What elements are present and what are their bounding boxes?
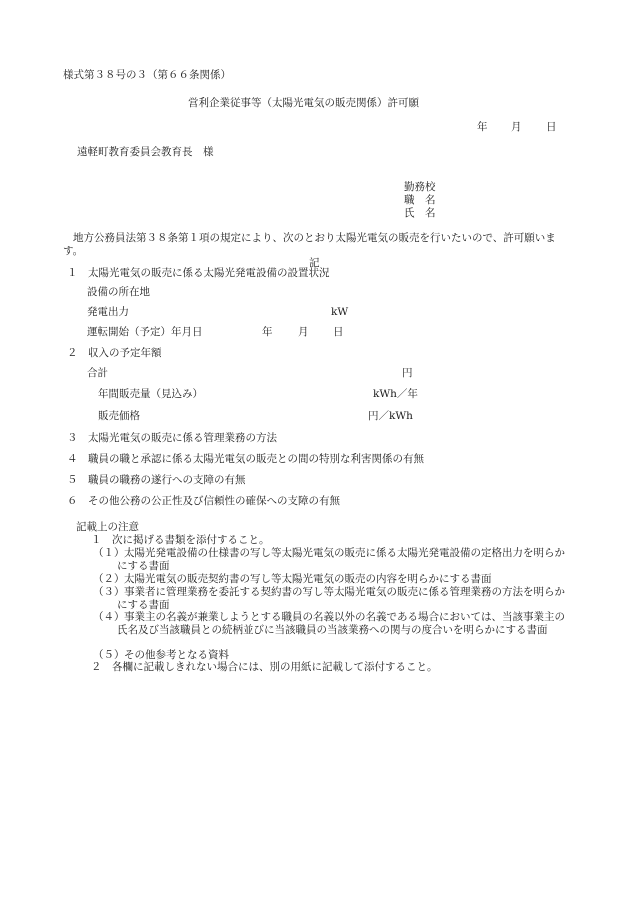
start-month: 月 (298, 326, 309, 338)
note-2: ２ 各欄に記載しきれない場合には、別の用紙に記載して添付すること。 (91, 661, 438, 673)
total-label: 合計 (87, 367, 108, 379)
start-date-label: 運転開始（予定）年月日 (87, 326, 203, 338)
date-day: 日 (546, 121, 557, 133)
location-label: 設備の所在地 (87, 286, 150, 298)
item-5: ５ 職員の職務の遂行への支障の有無 (67, 474, 246, 486)
ki-label: 記 (309, 257, 320, 269)
item-1-heading: １ 太陽光電気の販売に係る太陽光発電設備の設置状況 (67, 267, 330, 279)
item-4: ４ 職員の職と承認に係る太陽光電気の販売との間の特別な利害関係の有無 (67, 453, 424, 465)
applicant-school-label: 勤務校 (404, 181, 436, 193)
applicant-name-label: 氏 名 (404, 207, 436, 219)
note-sub-5-number: （５） (93, 649, 125, 661)
output-label: 発電出力 (87, 306, 129, 318)
note-sub-4-number: （４） (93, 611, 125, 623)
volume-label: 年間販売量（見込み） (98, 388, 203, 400)
note-sub-2-number: （２） (93, 573, 125, 585)
total-unit: 円 (402, 367, 413, 379)
start-year: 年 (262, 326, 273, 338)
item-3: ３ 太陽光電気の販売に係る管理業務の方法 (67, 432, 277, 444)
note-sub-2-text: 太陽光電気の販売契約書の写し等太陽光電気の販売の内容を明らかにする書面 (124, 573, 492, 585)
notes-heading: 記載上の注意 (76, 521, 139, 533)
note-sub-5-text: その他参考となる資料 (124, 649, 229, 661)
date-year: 年 (477, 121, 488, 133)
price-label: 販売価格 (98, 410, 140, 422)
document-title: 営利企業従事等（太陽光電気の販売関係）許可願 (188, 97, 419, 109)
intro-paragraph: 地方公務員法第３８条第１項の規定により、次のとおり太陽光電気の販売を行いたいので、許可願います。 (63, 232, 556, 257)
form-number: 様式第３８号の３（第６６条関係） (63, 69, 231, 81)
note-sub-4-text: 事業主の名義が兼業しようとする職員の名義以外の名義である場合においては、当該事業主の氏名及び当該職員との続柄並びに当該職員の当該業務への関与の度合いを明らかにする書面 (117, 611, 565, 636)
price-unit: 円／kWh (368, 410, 413, 422)
volume-unit: kWh／年 (373, 388, 418, 400)
date-month: 月 (511, 121, 522, 133)
note-sub-1-number: （１） (93, 547, 125, 559)
output-unit: kW (331, 306, 349, 318)
note-sub-3-text: 事業者に管理業務を委託する契約書の写し等太陽光電気の販売に係る管理業務の方法を明らかにする書面 (117, 586, 565, 611)
item-2-heading: ２ 収入の予定年額 (67, 347, 162, 359)
start-day: 日 (333, 326, 344, 338)
applicant-position-label: 職 名 (404, 194, 436, 206)
item-6: ６ その他公務の公正性及び信頼性の確保への支障の有無 (67, 495, 340, 507)
addressee: 遠軽町教育委員会教育長 様 (77, 146, 214, 158)
note-sub-3-number: （３） (93, 586, 125, 598)
note-1: １ 次に掲げる書類を添付すること。 (91, 534, 270, 546)
note-sub-1-text: 太陽光発電設備の仕様書の写し等太陽光電気の販売に係る太陽光発電設備の定格出力を明らかにする書面 (117, 547, 565, 572)
